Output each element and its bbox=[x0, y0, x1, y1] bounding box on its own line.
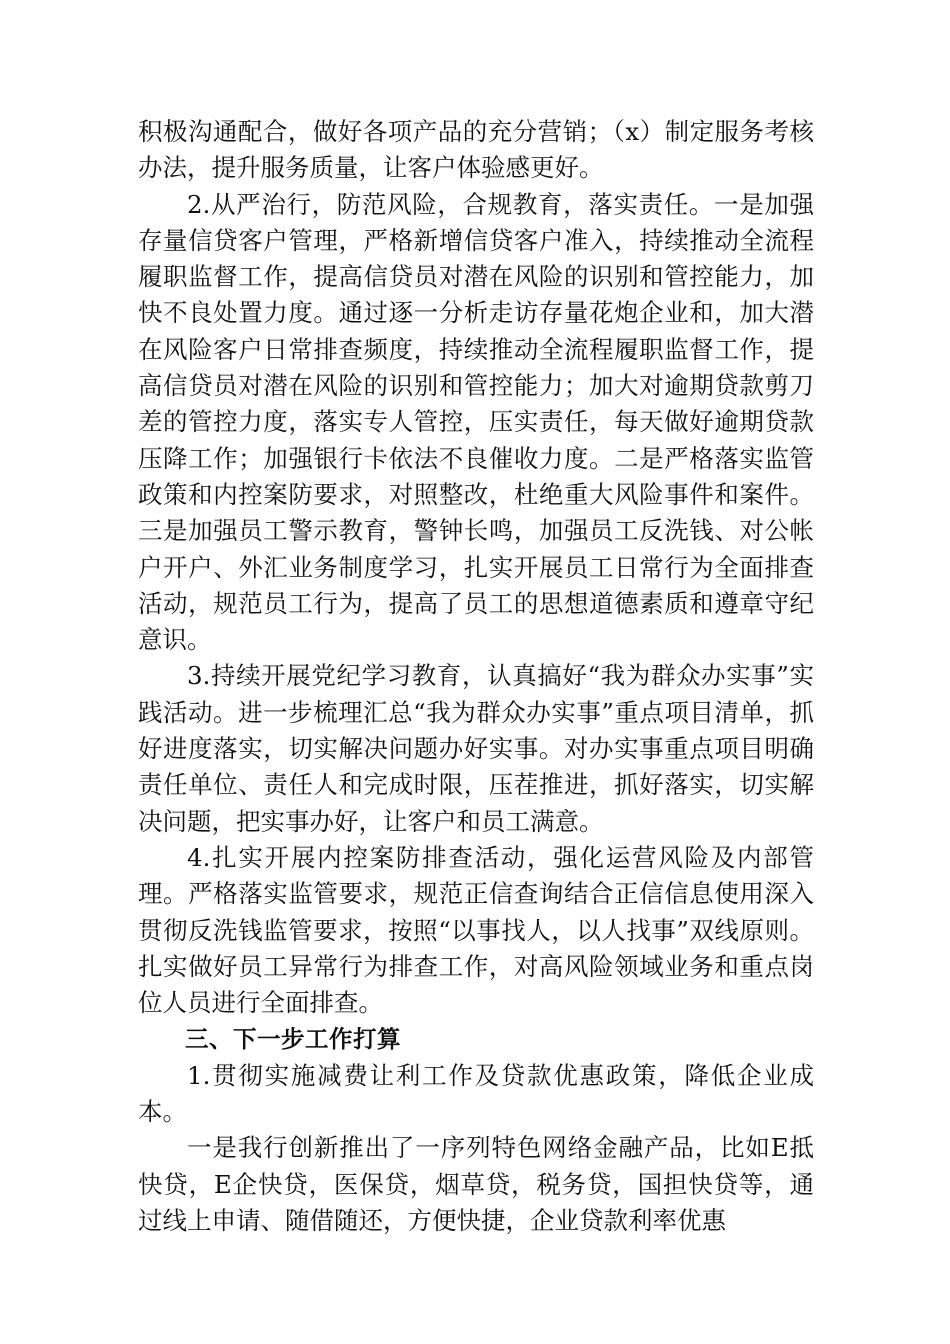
paragraph-continuation: 积极沟通配合，做好各项产品的充分营销；（x）制定服务考核办法，提升服务质量，让客户体验感更好。 bbox=[138, 117, 814, 183]
paragraph-item-2: 2.从严治行，防范风险，合规教育，落实责任。一是加强存量信贷客户管理，严格新增信贷客户准入，持续推动全流程履职监督工作，提高信贷员对潜在风险的识别和管控能力，加快不良处置力度。通过逐一分析走访存量花炮企业和，加大潜在风险客户日常排查频度，持续推动全流程履职监督工作，提高信贷员对潜在风险的识别和管控能力；加大对逾期贷款剪刀差的管控力度，落实专人管控，压实责任，每天做好逾期贷款压降工作；加强银行卡依法不良催收力度。二是严格落实监管政策和内控案防要求，对照整改，杜绝重大风险事件和案件。三是加强员工警示教育，警钟长鸣，加强员工反洗钱、对公帐户开户、外汇业务制度学习，扎实开展员工日常行为全面排查活动，规范员工行为，提高了员工的思想道德素质和遵章守纪意识。 bbox=[138, 189, 814, 655]
section-heading: 三、下一步工作打算 bbox=[185, 1025, 401, 1054]
paragraph-item-3: 3.持续开展党纪学习教育，认真搞好“我为群众办实事”实践活动。进一步梳理汇总“我为群众办实事”重点项目清单，抓好进度落实，切实解决问题办好实事。对办实事重点项目明确责任单位、责任人和完成时限，压茬推进，抓好落实，切实解决问题，把实事办好，让客户和员工满意。 bbox=[138, 661, 814, 836]
paragraph-next-step-1: 1.贯彻实施减费让利工作及贷款优惠政策，降低企业成本。 bbox=[138, 1060, 814, 1127]
document-page bbox=[138, 114, 814, 1239]
paragraph-next-step-detail: 一是我行创新推出了一序列特色网络金融产品，比如E抵快贷，E企快贷，医保贷，烟草贷，税务贷，国担快贷等，通过线上申请、随借随还，方便快捷，企业贷款利率优惠 bbox=[138, 1133, 814, 1235]
paragraph-item-4: 4.扎实开展内控案防排查活动，强化运营风险及内部管理。严格落实监管要求，规范正信查询结合正信信息使用深入贯彻反洗钱监管要求，按照“以事找人，以人找事”双线原则。扎实做好员工异常行为排查工作，对高风险领域业务和重点岗位人员进行全面排查。 bbox=[138, 842, 814, 1018]
